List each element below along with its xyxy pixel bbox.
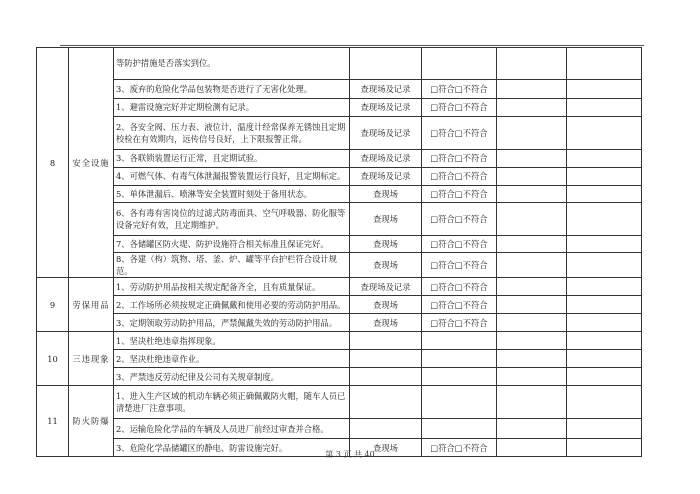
check-result: □符合□不符合 [422, 296, 497, 314]
check-result: □符合□不符合 [422, 80, 497, 99]
remark-cell [497, 296, 567, 314]
check-item: 1、避雷设施完好并定期检测有记录。 [114, 99, 350, 117]
section-number: 10 [37, 332, 69, 386]
check-method: 查现场 [350, 296, 422, 314]
check-item: 2、坚决杜绝违章作业。 [114, 350, 350, 368]
check-method: 查现场及记录 [350, 168, 422, 186]
table-row [37, 278, 642, 296]
check-item: 3、各联锁装置运行正常，且定期试验。 [114, 150, 350, 168]
remark-cell [497, 236, 567, 253]
inspection-checklist-table [36, 47, 642, 457]
check-method: 查现场及记录 [350, 150, 422, 168]
extra-cell [567, 419, 642, 439]
page-footer: 第 3 页 共 40 [325, 450, 375, 459]
extra-cell [567, 314, 642, 332]
table-row [37, 203, 642, 236]
extra-cell [567, 253, 642, 278]
table-row [37, 419, 642, 439]
remark-cell [497, 99, 567, 117]
check-result: □符合□不符合 [422, 99, 497, 117]
remark-cell [497, 253, 567, 278]
check-result [422, 48, 497, 80]
remark-cell [497, 150, 567, 168]
extra-cell [567, 117, 642, 150]
top-rule [60, 45, 644, 46]
check-item: 6、各有毒有害岗位的过滤式防毒面具、空气呼吸器、防化服等设备完好有效，且定期维护。 [114, 203, 350, 236]
table-row [37, 296, 642, 314]
extra-cell [567, 168, 642, 186]
table-row [37, 368, 642, 386]
table-row [37, 253, 642, 278]
table-row [37, 117, 642, 150]
check-item: 等防护措施是否落实到位。 [114, 48, 350, 80]
check-method: 查现场 [350, 236, 422, 253]
table-row [37, 350, 642, 368]
extra-cell [567, 368, 642, 386]
remark-cell [497, 48, 567, 80]
check-method: 查现场 [350, 253, 422, 278]
section-number: 9 [37, 278, 69, 332]
table-row [37, 386, 642, 419]
extra-cell [567, 80, 642, 99]
check-item: 3、危险化学品储罐区的静电、防雷设施完好。 [114, 439, 350, 457]
check-method: 查现场及记录 [350, 80, 422, 99]
check-method: 查现场及记录 [350, 99, 422, 117]
check-result [422, 419, 497, 439]
check-item: 1、进入生产区域的机动车辆必须正确佩戴防火帽，随车人员已清楚进厂注意事项。 [114, 386, 350, 419]
remark-cell [497, 186, 567, 203]
check-result: □符合□不符合 [422, 439, 497, 457]
check-result [422, 350, 497, 368]
check-result: □符合□不符合 [422, 117, 497, 150]
check-result: □符合□不符合 [422, 168, 497, 186]
extra-cell [567, 296, 642, 314]
extra-cell [567, 150, 642, 168]
extra-cell [567, 48, 642, 80]
check-item: 7、各储罐区防火堤、防护设施符合相关标准且保证完好。 [114, 236, 350, 253]
section-category: 劳保用品 [69, 278, 114, 332]
remark-cell [497, 168, 567, 186]
extra-cell [567, 236, 642, 253]
table-row [37, 186, 642, 203]
table-row [37, 80, 642, 99]
check-result: □符合□不符合 [422, 236, 497, 253]
check-item: 5、单体泄漏后、喷淋等安全装置时刻处于备用状态。 [114, 186, 350, 203]
table-row [37, 48, 642, 80]
remark-cell [497, 203, 567, 236]
extra-cell [567, 386, 642, 419]
check-item: 1、劳动防护用品按相关规定配备齐全，且有质量保证。 [114, 278, 350, 296]
check-item: 8、各建（构）筑物、塔、釜、炉、罐等平台护栏符合设计规范。 [114, 253, 350, 278]
check-method: 查现场及记录 [350, 117, 422, 150]
extra-cell [567, 332, 642, 350]
table-row [37, 236, 642, 253]
remark-cell [497, 332, 567, 350]
remark-cell [497, 314, 567, 332]
remark-cell [497, 278, 567, 296]
check-method: 查现场 [350, 439, 422, 457]
extra-cell [567, 350, 642, 368]
check-item: 4、可燃气体、有毒气体泄漏报警装置运行良好，且定期标定。 [114, 168, 350, 186]
check-item: 3、废弃的危险化学品包装物是否进行了无害化处理。 [114, 80, 350, 99]
check-item: 3、严禁违反劳动纪律及公司有关规章制度。 [114, 368, 350, 386]
table-row [37, 150, 642, 168]
check-method [350, 386, 422, 419]
section-category: 三违现象 [69, 332, 114, 386]
check-result: □符合□不符合 [422, 314, 497, 332]
check-method [350, 332, 422, 350]
remark-cell [497, 117, 567, 150]
check-method: 查现场 [350, 203, 422, 236]
extra-cell [567, 99, 642, 117]
remark-cell [497, 386, 567, 419]
check-method: 查现场 [350, 314, 422, 332]
section-number: 11 [37, 386, 69, 457]
check-result: □符合□不符合 [422, 253, 497, 278]
check-item: 2、各安全阀、压力表、液位计，温度计经常保养无锈蚀且定期校检在有效期内，远传信号良好，上下限报警正常。 [114, 117, 350, 150]
check-method [350, 368, 422, 386]
table-row [37, 332, 642, 350]
check-item: 2、工作场所必须按规定正确佩戴和使用必要的劳动防护用品。 [114, 296, 350, 314]
table-row [37, 99, 642, 117]
extra-cell [567, 278, 642, 296]
table-row [37, 168, 642, 186]
check-result: □符合□不符合 [422, 203, 497, 236]
extra-cell [567, 186, 642, 203]
remark-cell [497, 419, 567, 439]
extra-cell [567, 203, 642, 236]
section-category: 安全设施 [69, 48, 114, 278]
check-method: 查现场及记录 [350, 278, 422, 296]
section-category: 防火防爆 [69, 386, 114, 457]
check-result [422, 368, 497, 386]
check-result: □符合□不符合 [422, 278, 497, 296]
table-row [37, 314, 642, 332]
check-item: 2、运输危险化学品的车辆及人员进厂前经过审查并合格。 [114, 419, 350, 439]
check-result [422, 332, 497, 350]
remark-cell [497, 368, 567, 386]
check-result: □符合□不符合 [422, 150, 497, 168]
check-result [422, 386, 497, 419]
remark-cell [497, 350, 567, 368]
check-result: □符合□不符合 [422, 186, 497, 203]
check-method [350, 419, 422, 439]
check-method [350, 48, 422, 80]
check-item: 3、定期领取劳动防护用品，严禁佩戴失效的劳动防护用品。 [114, 314, 350, 332]
remark-cell [497, 80, 567, 99]
section-number: 8 [37, 48, 69, 278]
check-method: 查现场 [350, 186, 422, 203]
check-item: 1、坚决杜绝违章指挥现象。 [114, 332, 350, 350]
check-method [350, 350, 422, 368]
